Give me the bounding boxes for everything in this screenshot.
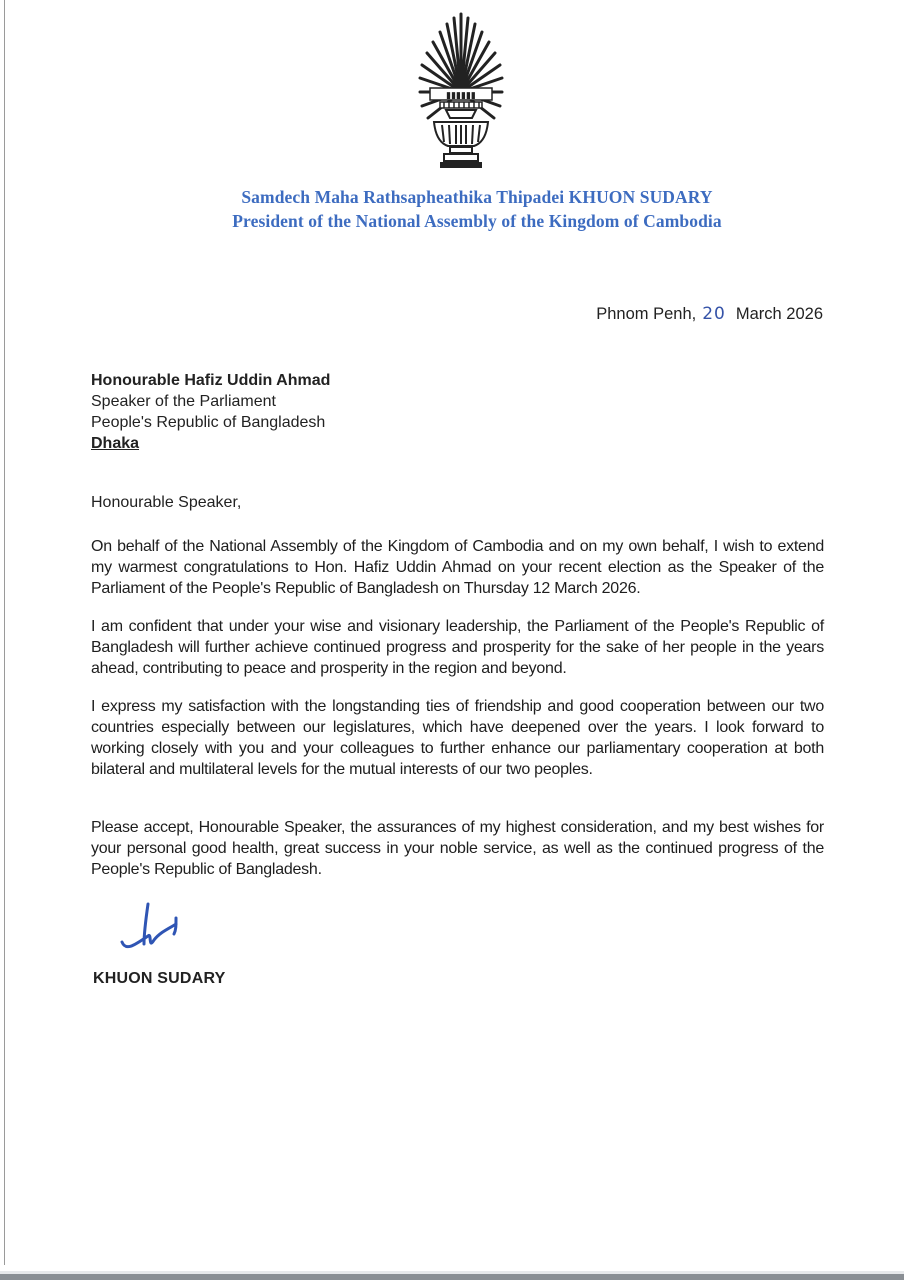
body-paragraph: On behalf of the National Assembly of the Kingdom of Cambodia and on my own behalf, I wish to extend my warmest congratulations to Hon. Hafiz Uddin Ahmad on your recent election as the Speaker of the Parliament of the People's Republic of Bangladesh on Thursday 12 March 2026.	[91, 538, 824, 597]
addressee-country: People's Republic of Bangladesh	[91, 414, 326, 431]
letterhead-title: President of the National Assembly of the Kingdom of Cambodia	[232, 211, 722, 231]
addressee-block	[91, 370, 330, 454]
scan-border	[0, 1274, 904, 1280]
signer-name: KHUON SUDARY	[93, 970, 226, 987]
svg-text:▮▮▮▮▮▮: ▮▮▮▮▮▮	[446, 91, 476, 101]
date-day-handwritten: 20	[702, 304, 726, 324]
body-paragraph: Please accept, Honourable Speaker, the assurances of my highest consideration, and my best wishes for your personal good health, great success in your noble service, as well as the continued progress of the People's Republic of Bangladesh.	[91, 819, 824, 878]
letterhead-name: Samdech Maha Rathsapheathika Thipadei KHUON SUDARY	[241, 187, 713, 207]
date-month-year: March 2026	[735, 305, 823, 323]
date-place: Phnom Penh,	[596, 305, 697, 323]
date-line	[596, 304, 823, 324]
national-assembly-emblem-icon	[416, 8, 506, 173]
body-paragraph: I am confident that under your wise and visionary leadership, the Parliament of the People's Republic of Bangladesh will further achieve continued progress and prosperity for the sake of her people in the years ahead, contributing to peace and prosperity in the region and beyond.	[91, 618, 824, 677]
addressee-position: Speaker of the Parliament	[91, 393, 276, 410]
body-paragraph: I express my satisfaction with the longstanding ties of friendship and good cooperation between our two countries especially between our legislatures, which have deepened over the years. I look forward to working closely with you and your colleagues to further enhance our parliamentary cooperation at both bilateral and multilateral levels for the mutual interests of our two peoples.	[91, 698, 824, 778]
handwritten-signature-icon	[118, 900, 188, 960]
scan-edge	[4, 0, 5, 1265]
salutation: Honourable Speaker,	[91, 494, 242, 511]
addressee-name: Honourable Hafiz Uddin Ahmad	[91, 372, 331, 389]
addressee-city: Dhaka	[91, 435, 140, 452]
